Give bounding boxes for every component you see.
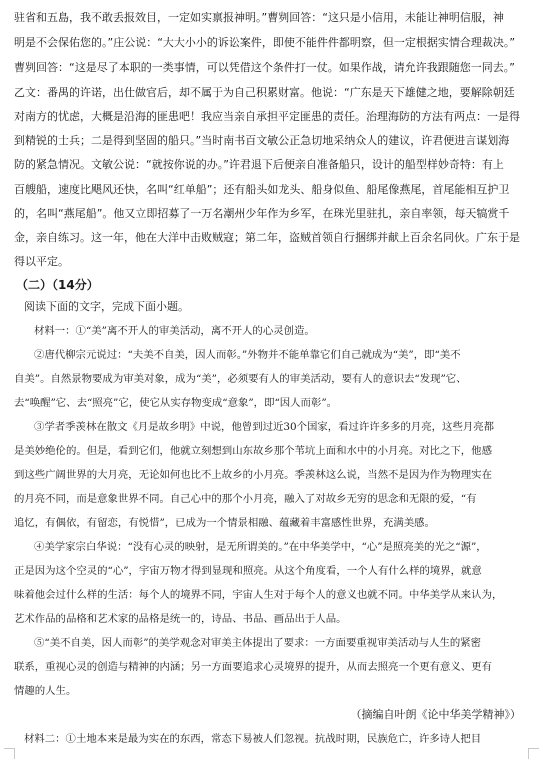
- text-line: 得以平定。: [14, 255, 69, 268]
- material1-line: 材料一：①“美”离不开人的审美活动，离不开人的心灵创造。: [34, 325, 315, 337]
- instruction: 阅读下面的文字，完成下面小题。: [24, 300, 189, 313]
- material1-line: 情趣的人生。: [14, 685, 77, 697]
- material1-line: 联系，重视心灵的创造与精神的内涵；另一方面要追求心灵境界的提升，从而去照亮一个更有意义、更有: [14, 661, 492, 673]
- material1-line: 的月亮不同，而是意象世界不同。自己心中的那个小月亮，融入了对故乡无穷的思念和无限的爱，“有: [14, 493, 477, 505]
- material1-line: 自美”。自然景物要成为审美对象，成为“美”，必须要有人的审美活动，要有人的意识去“发现”它、: [14, 373, 467, 385]
- material1-line: 追忆，有偶依，有留恋，有悦惜”，已成为一个情景相融、蕴藏着丰富感性世界，充满美感。: [14, 517, 435, 529]
- material1-line: 艺术作品的品格和艺术家的品格是统一的，诗品、书品、画品出于人品。: [14, 613, 347, 625]
- text-line: 防的紧急情况。文敏公说：“就按你说的办。”许君退下后便亲自准备船只，设计的船型样妙奇特：有上: [14, 158, 504, 171]
- material1-line: 到这些广阔世界的大月亮，无论如何也比不上故乡的小月亮。季羡林这么说，当然不是因为作为物理实在: [14, 469, 492, 481]
- material1-line: ④美学家宗白华说：“没有心灵的映射，是无所谓美的。”在中华美学中，“心”是照亮美的光之“源”，: [34, 541, 487, 553]
- page-corner-mark: [4, 748, 15, 759]
- text-line: 乙文：番禺的许诺，出仕做官后，却不属于为自己积累财富。他说：“广东是天下雄健之地，要解除朝廷: [14, 86, 515, 99]
- text-line: 驻省和五島，我不敢丢报效目，一定如实禀报神明。”曹刿回答：“这只是小信用，未能让神明信服，神: [14, 11, 504, 24]
- text-line: 到精锐的士兵；二是得到坚固的船只。”当时南书百文敏公正急切地采纳众人的建议，许君便进言谋划海: [14, 134, 510, 147]
- material1-line: ③学者季羡林在散文《月是故乡明》中说，他曾到过近30个国家，看过许许多多的月亮，这些月亮都: [34, 421, 495, 433]
- material1-line: 去“唤醒”它、去“照亮”它，使它从实存物变成“意象”，即“因人而彰”。: [14, 397, 338, 409]
- text-line: 金，亲自练习。这一年，他在大洋中击败贼寇；第二年，盗贼首领自行捆绑并献上百余名同伙。广东于是: [14, 231, 520, 244]
- text-line: 的，名叫“燕尾船”。他又立即招募了一万名潮州少年作为乡军，在珠光里驻扎，亲自率领，每天犒赏千: [14, 207, 510, 220]
- text-line: 对南方的忧虑，大概是沿海的匪患吧！我应当亲自承担平定匪患的责任。治理海防的方法有两点：一是得: [14, 110, 520, 123]
- material1-line: ⑤“美不自美，因人而彰”的美学观念对审美主体提出了要求：一方面要重视审美活动与人生的紧密: [34, 637, 482, 649]
- material1-line: 味着他会过什么样的生活：每个人的境界不同，宇宙人生对于每个人的意义也就不同。中华美学从来认为，: [14, 589, 503, 601]
- text-line: 百艘船，速度比飓风还快，名叫“红单船”；还有船头如龙头、船身似鱼、船尾像燕尾，首尾能相互护卫: [14, 183, 510, 196]
- page-corner-mark: [528, 748, 539, 759]
- material1-line: ②唐代柳宗元说过：“夫美不自美，因人而彰。”外物并不能单靠它们自己就成为“美”，即“美不: [34, 349, 461, 361]
- citation: （摘编自叶朗《论中华美学精神》）: [350, 708, 521, 721]
- material1-line: 正是因为这个空灵的“心”，宇宙万物才得到显现和照亮。从这个角度看，一个人有什么样的境界，就意: [14, 565, 482, 577]
- material2-line: 材料二：①土地本来是最为实在的东西，常态下易被人们忽视。抗战时期，民族危亡，许多诗人把目: [24, 733, 482, 745]
- section-heading: （二）（14分）: [16, 278, 99, 292]
- text-line: 明是不会保佑您的。”庄公说：“大大小小的诉讼案件，即使不能件件都明察，但一定根据实情合理裁决。”: [14, 36, 516, 49]
- text-line: 曹刿回答：“这是尽了本职的一类事情，可以凭借这个条件打一仗。如果作战，请允许我跟随您一同去。”: [14, 61, 515, 74]
- material1-line: 是美妙绝伦的。但是，看到它们，他就立刻想到山东故乡那个苇坑上面和水中的小月亮。对比之下，他感: [14, 445, 492, 457]
